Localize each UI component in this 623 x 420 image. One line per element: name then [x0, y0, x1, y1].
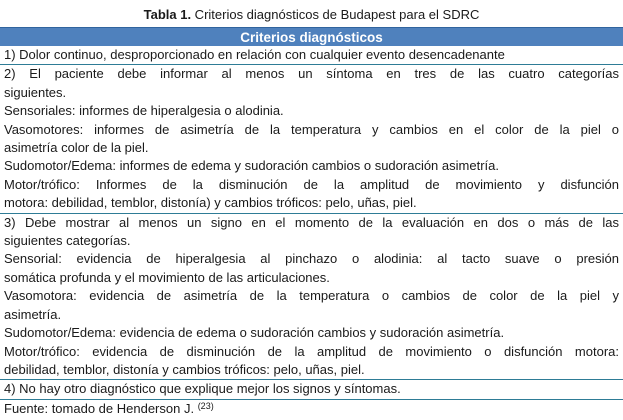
table-header-cell: Criterios diagnósticos: [0, 27, 623, 46]
source-note: [0, 400, 623, 418]
criterion-line: 2) El paciente debe informar al menos un síntoma en tres de las cuatro categorías: [4, 66, 619, 82]
criterion-line: Vasomotora: evidencia de asimetría de la temperatura o cambios de color de la piel y: [4, 288, 619, 304]
table-caption-label: Tabla 1.: [143, 7, 192, 22]
criterion-line: Motor/trófico: evidencia de disminución de la amplitud de movimiento o disfunción motora:: [4, 343, 619, 359]
criterion-line: Sensorial: evidencia de hiperalgesia al pinchazo o alodinia: al tacto suave o presión: [4, 251, 619, 267]
criterion-line: Sudomotor/Edema: informes de edema y sudoración cambios o sudoración asimetría.: [4, 158, 499, 174]
criterion-line: 1) Dolor continuo, desproporcionado en relación con cualquier evento desencadenante: [4, 47, 505, 62]
criterion-line: asimetría color de la piel.: [4, 140, 149, 156]
criterion-line: motora: debilidad, temblor, distonía) y cambios tróficos: pelo, uñas, piel.: [4, 195, 417, 211]
criterion-line: Sudomotor/Edema: evidencia de edema o sudoración cambios y sudoración asimetría.: [4, 325, 505, 341]
criterion-line: Sensoriales: informes de hiperalgesia o alodinia.: [4, 103, 284, 119]
table-caption: [0, 0, 623, 27]
criterion-row-4: [0, 380, 623, 399]
criterion-row-1: [0, 46, 623, 65]
source-text: Fuente: tomado de Henderson J.: [4, 400, 195, 416]
criterion-line: siguientes.: [4, 84, 67, 100]
criterion-line: Motor/trófico: Informes de la disminución de la amplitud de movimiento y disfunción: [4, 176, 619, 192]
criterion-row-3: [0, 214, 623, 381]
criterion-line: asimetría.: [4, 306, 62, 322]
citation-superscript: (23): [197, 400, 214, 411]
criterion-line: siguientes categorías.: [4, 233, 131, 249]
table-caption-text: Criterios diagnósticos de Budapest para el SDRC: [191, 7, 480, 22]
criterion-line: 3) Debe mostrar al menos un signo en el momento de la evaluación en dos o más de las: [4, 214, 619, 230]
criterion-line: debilidad, temblor, distonía y cambios tróficos: pelo, uñas, piel.: [4, 361, 365, 377]
criterion-line: 4) No hay otro diagnóstico que explique mejor los signos y síntomas.: [4, 381, 401, 397]
criterion-line: Vasomotores: informes de asimetría de la temperatura y cambios en el color de la piel o: [4, 121, 619, 137]
criterion-line: somática profunda y el movimiento de las articulaciones.: [4, 269, 330, 285]
criterion-row-2: [0, 65, 623, 213]
